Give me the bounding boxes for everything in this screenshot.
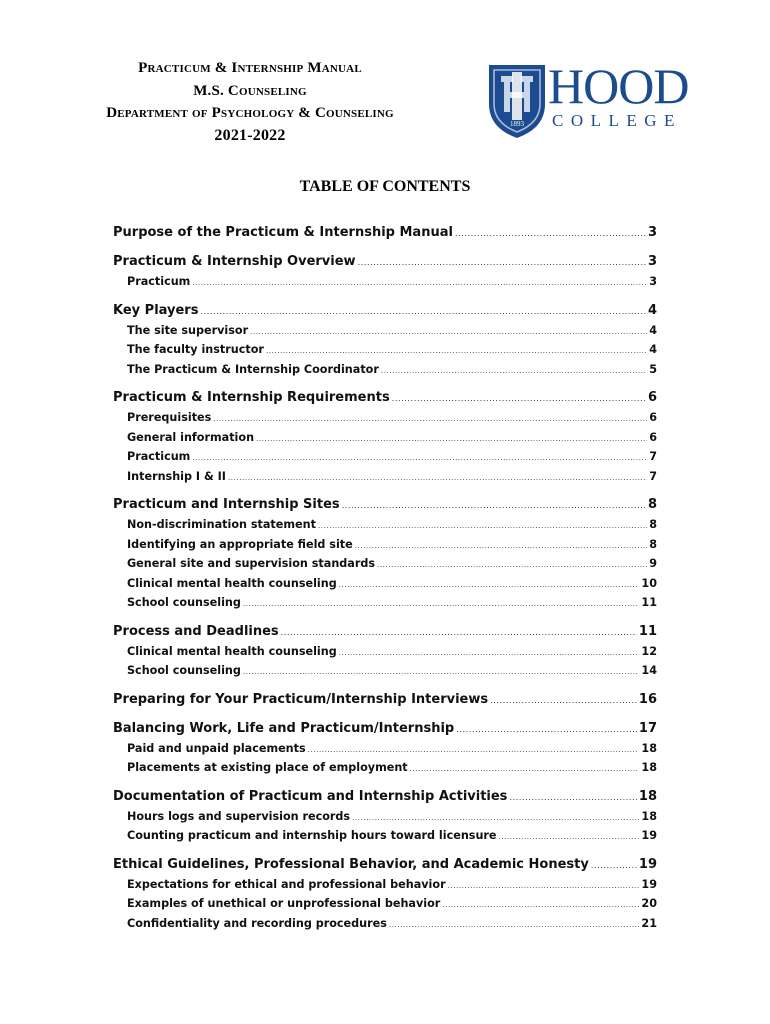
toc-dot-leader xyxy=(192,454,647,462)
toc-dot-leader xyxy=(318,522,647,530)
toc-subsection-entry[interactable] xyxy=(113,593,657,613)
toc-page-number: 7 xyxy=(649,450,657,463)
toc-entry-label: Ethical Guidelines, Professional Behavior, and Academic Honesty xyxy=(113,856,589,872)
toc-section-entry[interactable] xyxy=(113,718,657,739)
toc-entry-label: Examples of unethical or unprofessional behavior xyxy=(127,897,441,910)
toc-entry-label: Clinical mental health counseling xyxy=(127,644,337,658)
toc-entry-label: Confidentiality and recording procedures xyxy=(127,916,387,930)
toc-dot-leader xyxy=(442,901,639,909)
title-line-year: 2021-2022 xyxy=(214,126,286,144)
toc-entry-label: Key Players xyxy=(113,302,199,318)
toc-page-number: 8 xyxy=(647,497,657,512)
toc-dot-leader xyxy=(281,629,637,637)
toc-page-number: 6 xyxy=(649,411,657,424)
toc-page-number: 4 xyxy=(649,343,657,356)
toc-entry-label: General site and supervision standards xyxy=(127,557,376,570)
toc-entry-label: Practicum xyxy=(127,275,191,288)
toc-section-entry[interactable] xyxy=(113,222,657,243)
toc-entry-label: Purpose of the Practicum & Internship Manual xyxy=(113,225,453,240)
toc-subsection-entry[interactable] xyxy=(113,340,657,360)
toc-dot-leader xyxy=(192,279,647,287)
toc-dot-leader xyxy=(339,649,640,657)
toc-page-number: 6 xyxy=(649,430,657,444)
toc-section xyxy=(113,251,657,292)
toc-page-number: 11 xyxy=(641,596,657,609)
toc-page-number: 16 xyxy=(638,691,657,707)
toc-page-number: 20 xyxy=(641,897,657,910)
toc-subsection-entry[interactable] xyxy=(113,826,657,846)
toc-entry-label: The faculty instructor xyxy=(127,343,264,356)
toc-dot-leader xyxy=(389,921,640,929)
toc-section xyxy=(113,621,657,681)
toc-subsection-entry[interactable] xyxy=(113,894,657,914)
toc-subsection-entry[interactable] xyxy=(113,661,657,681)
toc-dot-leader xyxy=(243,668,640,676)
toc-entry-label: Non-discrimination statement xyxy=(127,518,316,531)
toc-subsection-entry[interactable] xyxy=(113,428,657,448)
toc-title: TABLE OF CONTENTS xyxy=(299,178,471,195)
toc-dot-leader xyxy=(381,367,647,375)
toc-page-number: 18 xyxy=(638,788,657,804)
college-seal-icon xyxy=(486,62,548,140)
toc-entry-label: Internship I & II xyxy=(127,469,226,483)
toc-page-number: 18 xyxy=(641,761,657,774)
toc-subsection-entry[interactable] xyxy=(113,554,657,574)
toc-section xyxy=(113,786,657,846)
toc-page-number: 8 xyxy=(649,518,657,531)
toc-entry-label: Expectations for ethical and professional behavior xyxy=(127,877,446,891)
toc-dot-leader xyxy=(228,474,647,482)
toc-entry-label: Balancing Work, Life and Practicum/Internship xyxy=(113,720,455,736)
toc-entry-label: Practicum & Internship Overview xyxy=(113,254,356,269)
toc-subsection-entry[interactable] xyxy=(113,875,657,895)
toc-dot-leader xyxy=(509,794,636,802)
toc-dot-leader xyxy=(499,833,640,841)
title-line-program: M.S. Counseling xyxy=(193,82,307,99)
toc-subsection-entry[interactable] xyxy=(113,515,657,535)
toc-entry-label: Hours logs and supervision records xyxy=(127,809,351,823)
logo-wordmark: HOOD xyxy=(548,58,689,114)
toc-page-number: 18 xyxy=(641,741,657,755)
toc-subsection-entry[interactable] xyxy=(113,739,657,759)
toc-section xyxy=(113,300,657,380)
toc-dot-leader xyxy=(456,726,637,734)
toc-subsection-entry[interactable] xyxy=(113,467,657,487)
toc-entry-label: Practicum xyxy=(127,450,191,463)
hood-college-logo xyxy=(486,58,716,140)
toc-entry-label: Clinical mental health counseling xyxy=(127,576,337,590)
toc-entry-label: Placements at existing place of employment xyxy=(127,761,408,774)
table-of-contents xyxy=(113,222,657,941)
toc-dot-leader xyxy=(392,395,646,403)
toc-section xyxy=(113,689,657,710)
toc-dot-leader xyxy=(490,697,637,705)
toc-dot-leader xyxy=(308,746,640,754)
toc-subsection-entry[interactable] xyxy=(113,535,657,555)
toc-page-number: 3 xyxy=(647,254,657,269)
toc-section-entry[interactable] xyxy=(113,251,657,272)
toc-entry-label: Practicum and Internship Sites xyxy=(113,497,340,512)
toc-dot-leader xyxy=(342,502,646,510)
toc-section xyxy=(113,222,657,243)
toc-subsection-entry[interactable] xyxy=(113,321,657,341)
toc-dot-leader xyxy=(266,347,647,355)
toc-page-number: 14 xyxy=(641,664,657,677)
toc-page-number: 21 xyxy=(641,916,657,930)
toc-entry-label: Paid and unpaid placements xyxy=(127,741,306,755)
toc-subsection-entry[interactable] xyxy=(113,574,657,594)
toc-subsection-entry[interactable] xyxy=(113,447,657,467)
toc-page-number: 12 xyxy=(641,644,657,658)
document-header xyxy=(0,0,770,180)
toc-dot-leader xyxy=(358,259,646,267)
toc-subsection-entry[interactable] xyxy=(113,408,657,428)
toc-section-entry[interactable] xyxy=(113,387,657,408)
toc-section xyxy=(113,854,657,934)
toc-entry-label: The Practicum & Internship Coordinator xyxy=(127,362,379,376)
toc-page-number: 6 xyxy=(647,390,657,405)
toc-section-entry[interactable] xyxy=(113,494,657,515)
toc-subsection-entry[interactable] xyxy=(113,807,657,827)
toc-dot-leader xyxy=(377,561,647,569)
toc-entry-label: Practicum & Internship Requirements xyxy=(113,390,390,405)
toc-page-number: 3 xyxy=(647,225,657,240)
toc-subsection-entry[interactable] xyxy=(113,360,657,380)
toc-dot-leader xyxy=(410,765,640,773)
toc-page-number: 3 xyxy=(649,275,657,288)
toc-section xyxy=(113,718,657,778)
toc-entry-label: School counseling xyxy=(127,596,241,609)
toc-page-number: 18 xyxy=(641,809,657,823)
toc-entry-label: Preparing for Your Practicum/Internship Interviews xyxy=(113,691,489,707)
toc-dot-leader xyxy=(448,882,640,890)
toc-page-number: 11 xyxy=(638,623,657,639)
toc-section-entry[interactable] xyxy=(113,689,657,710)
toc-dot-leader xyxy=(256,435,647,443)
toc-page-number: 17 xyxy=(638,720,657,736)
title-line-department: Department of Psychology & Counseling xyxy=(106,105,394,121)
toc-subsection-entry[interactable] xyxy=(113,758,657,778)
toc-dot-leader xyxy=(243,600,640,608)
toc-section-entry[interactable] xyxy=(113,786,657,807)
seal-year: 1893 xyxy=(510,120,524,128)
toc-page-number: 19 xyxy=(638,856,657,872)
toc-section-entry[interactable] xyxy=(113,854,657,875)
toc-entry-label: Prerequisites xyxy=(127,411,212,424)
toc-entry-label: The site supervisor xyxy=(127,323,249,337)
toc-dot-leader xyxy=(200,308,645,316)
logo-subword: COLLEGE xyxy=(552,111,682,130)
toc-section xyxy=(113,494,657,613)
toc-subsection-entry[interactable] xyxy=(113,272,657,292)
toc-page-number: 19 xyxy=(641,829,657,842)
toc-entry-label: Counting practicum and internship hours toward licensure xyxy=(127,829,497,842)
toc-page-number: 7 xyxy=(649,469,657,483)
toc-subsection-entry[interactable] xyxy=(113,642,657,662)
toc-dot-leader xyxy=(455,230,646,238)
toc-page-number: 19 xyxy=(641,877,657,891)
toc-entry-label: Identifying an appropriate field site xyxy=(127,537,353,551)
toc-entry-label: Process and Deadlines xyxy=(113,623,279,639)
toc-dot-leader xyxy=(213,415,647,423)
toc-dot-leader xyxy=(250,328,647,336)
title-line-manual: Practicum & Internship Manual xyxy=(138,60,362,76)
toc-entry-label: General information xyxy=(127,430,255,444)
toc-dot-leader xyxy=(355,542,647,550)
toc-page-number: 8 xyxy=(649,537,657,551)
toc-dot-leader xyxy=(591,862,637,870)
toc-page-number: 9 xyxy=(649,557,657,570)
toc-subsection-entry[interactable] xyxy=(113,914,657,934)
toc-page-number: 4 xyxy=(647,302,657,318)
toc-entry-label: School counseling xyxy=(127,664,241,677)
manual-title xyxy=(40,57,460,147)
toc-page-number: 5 xyxy=(649,362,657,376)
toc-dot-leader xyxy=(352,814,639,822)
toc-section xyxy=(113,387,657,486)
toc-dot-leader xyxy=(339,581,640,589)
toc-section-entry[interactable] xyxy=(113,300,657,321)
toc-section-entry[interactable] xyxy=(113,621,657,642)
toc-page-number: 10 xyxy=(641,576,657,590)
toc-page-number: 4 xyxy=(649,323,657,337)
toc-entry-label: Documentation of Practicum and Internship Activities xyxy=(113,788,508,804)
